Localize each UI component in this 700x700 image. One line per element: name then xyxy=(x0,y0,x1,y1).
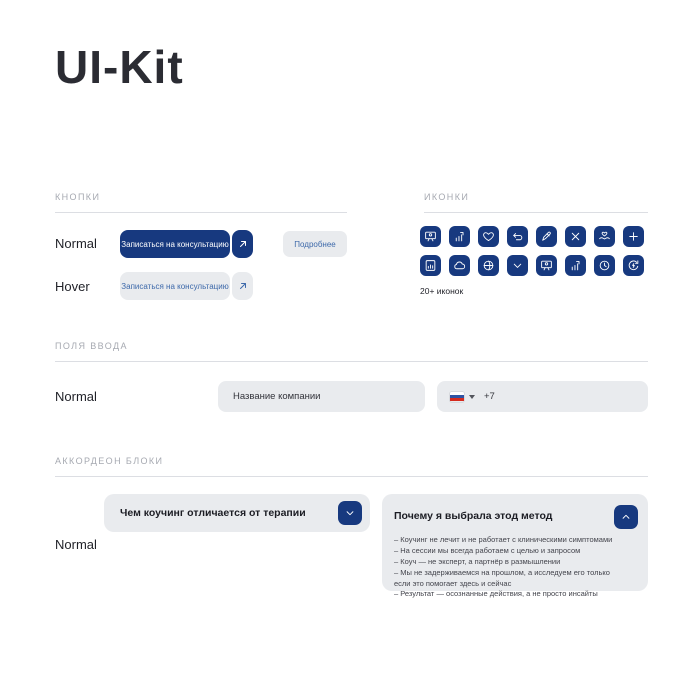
report-chart-icon[interactable] xyxy=(420,255,441,276)
accordion-title: Чем коучинг отличается от терапии xyxy=(120,507,306,519)
primary-button-group xyxy=(120,230,253,258)
cloud-icon[interactable] xyxy=(449,255,470,276)
accordion-body xyxy=(394,535,638,600)
care-hands-icon[interactable] xyxy=(594,226,615,247)
accordion-body-line: – Коуч — не эксперт, а партнёр в размышлении xyxy=(394,556,561,566)
chart-growth-icon[interactable] xyxy=(565,255,586,276)
signup-button[interactable] xyxy=(120,230,230,258)
accordion-body-line: – На сессии мы всегда работаем с целью и запросом xyxy=(394,545,581,555)
icons-grid xyxy=(420,226,652,276)
accordion-body-line: – Мы не задерживаемся на прошлом, а исследуем его только если это помогает здесь и сейчас xyxy=(394,567,610,588)
state-label-hover: Hover xyxy=(55,279,90,294)
ru-flag-icon[interactable] xyxy=(450,392,464,402)
state-label-inputs-normal: Normal xyxy=(55,389,97,404)
arrow-up-right-icon[interactable] xyxy=(232,230,253,258)
chevron-down-icon[interactable] xyxy=(338,501,362,525)
primary-button-group-hover xyxy=(120,272,253,300)
chevron-up-icon[interactable] xyxy=(614,505,638,529)
signup-button-hover-label: Записаться на консультацию xyxy=(121,281,229,291)
divider xyxy=(55,212,347,213)
presentation-monitor-icon[interactable] xyxy=(536,255,557,276)
chevron-down-icon[interactable] xyxy=(507,255,528,276)
state-label-normal: Normal xyxy=(55,236,97,251)
section-label-icons: ИКОНКИ xyxy=(424,192,470,202)
company-name-input[interactable] xyxy=(218,381,425,412)
arrow-up-right-icon[interactable] xyxy=(232,272,253,300)
divider xyxy=(424,212,648,213)
accordion-title: Почему я выбрала этод метод xyxy=(394,510,553,522)
caret-down-icon[interactable] xyxy=(469,395,475,399)
clock-icon[interactable] xyxy=(594,255,615,276)
plus-icon[interactable] xyxy=(623,226,644,247)
pen-icon[interactable] xyxy=(536,226,557,247)
details-button[interactable]: Подробнее xyxy=(283,231,347,257)
globe-icon[interactable] xyxy=(478,255,499,276)
signup-button-label: Записаться на консультацию xyxy=(121,239,229,249)
accordion-item-expanded[interactable] xyxy=(382,494,648,599)
icons-caption: 20+ иконок xyxy=(420,286,464,296)
divider xyxy=(55,476,648,477)
section-label-buttons: КНОПКИ xyxy=(55,192,101,202)
section-label-inputs: ПОЛЯ ВВОДА xyxy=(55,341,128,351)
undo-arrow-icon[interactable] xyxy=(507,226,528,247)
page-title: UI-Kit xyxy=(55,41,184,93)
close-x-icon[interactable] xyxy=(565,226,586,247)
phone-value: +7 xyxy=(484,391,495,402)
accordion-item-collapsed[interactable] xyxy=(104,494,370,532)
presentation-monitor-icon[interactable] xyxy=(420,226,441,247)
accordion-body-line: – Коучинг не лечит и не работает с клиническими симптомами xyxy=(394,535,613,544)
accordion-body-line: – Результат — осознанные действия, а не просто инсайты xyxy=(394,589,598,599)
state-label-accordion-normal: Normal xyxy=(55,537,97,552)
heart-icon[interactable] xyxy=(478,226,499,247)
chart-growth-icon[interactable] xyxy=(449,226,470,247)
phone-input[interactable] xyxy=(437,381,648,412)
sync-bolt-icon[interactable] xyxy=(623,255,644,276)
section-label-accordion: АККОРДЕОН БЛОКИ xyxy=(55,456,164,466)
company-name-value: Название компании xyxy=(233,391,321,402)
signup-button-hover[interactable] xyxy=(120,272,230,300)
divider xyxy=(55,361,648,362)
